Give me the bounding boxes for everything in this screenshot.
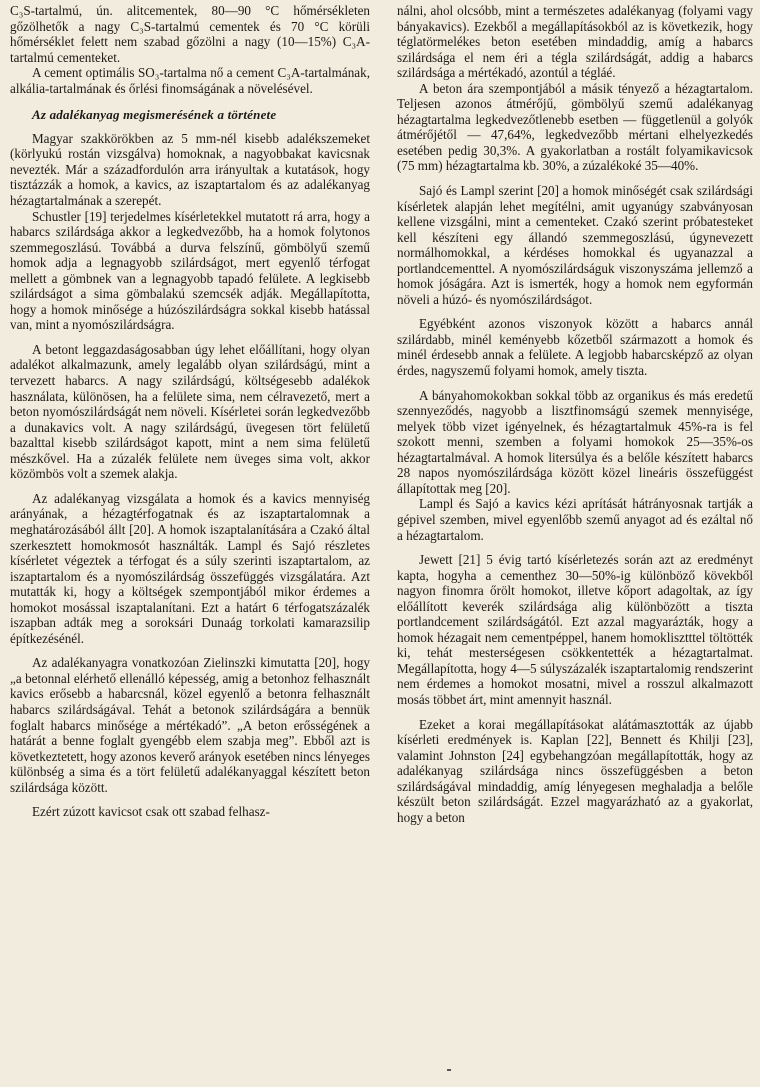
left-column xyxy=(10,3,370,820)
paragraph: Egyébként azonos viszonyok között a habarcs annál szilárdabb, minél keményebb kőzetből származott a homok és minél érdesebb annak a felülete. A legjobb habarcsképző az olyan érdes, nagyszemű folyami homok, amely tiszta. xyxy=(397,316,753,379)
paragraph: A betont leggazdaságosabban úgy lehet előállítani, hogy olyan adalékot alkalmazunk, amely legalább olyan szilárdságú, mint a tervezett habarcs. A nagy szilárdságú, költségesebb adalékok használata, különösen, ha a felülete sima, nem célravezető, mert a beton nyomószilárdságát nem növeli. Kísérletei során legkedvezőbb a dunakavics volt. A nagy szilárdságú, üvegesen tört felületű bazalttal kisebb szilárdságot kapott, mint a nem sima felületű mészkővel. Ha a zúzalék felülete nem üveges sima volt, akkor közömbös volt a szemek alakja. xyxy=(10,341,370,482)
paragraph: nálni, ahol olcsóbb, mint a természetes adalékanyag (folyami vagy bányakavics). Ezekből a megállapításokból az is következik, hogy téglatörmelékes beton esetében mindaddig, amíg a habarcs szilárdsága el nem éri a tégla szilárdságát, addig a habarcs szilárdsága a mértékadó, azontúl a tégláé. xyxy=(397,3,753,81)
paragraph: A bányahomokokban sokkal több az organikus és más eredetű szennyeződés, nagyobb a lisztfinomságú szemek mennyisége, melyek több vizet igényelnek, és hézagtartalmuk 45%-ra is fel szokott menni, szemben a folyami homokok 25—35%-os hézagtartalmával. A homok litersúlya és a belőle készített habarcs 28 napos nyomószilárdsága között közel lineáris összefüggést állapítottak meg [20]. xyxy=(397,387,753,496)
paragraph: Schustler [19] terjedelmes kísérletekkel mutatott rá arra, hogy a habarcs szilárdsága akkor a legkedvezőbb, ha a homok folytonos szemmegoszlású. Továbbá a durva felszínű, gömbölyű szemű homok adja a legnagyobb szilárdságot, mert egyenlő térfogat mellett a gömbnek van a legnagyobb tapadó felülete. A legkisebb szilárdságot a sima gömbalakú szemcsék adják. Megállapította, hogy a homok minősége a húzószilárdságra sokkal kisebb hatással van, mint a nyomószilárdságra. xyxy=(10,208,370,333)
right-column xyxy=(397,3,753,825)
paragraph: Sajó és Lampl szerint [20] a homok minőségét csak szilárdsági kísérletek alapján lehet megítélni, amit ugyanúgy szabványosan kellene vizsgálni, mint a cementeket. Czakó szerint próbatesteket kell készíteni egy állandó szemmegoszlású, úgynevezett normálhomokkal, a kérdéses homokkal és ugyanazzal a portlandcementtel. A nyomószilárdságuk viszonyszáma jellemző a homok jóságára. Azt is ismerték, hogy a homok nem egyformán növeli a húzó- és nyomószilárdságot. xyxy=(397,183,753,307)
page-mark xyxy=(447,1069,451,1071)
paragraph: Jewett [21] 5 évig tartó kísérletezés során azt az eredményt kapta, hogyha a cementhez 30—50%-ig különböző kövekből nagyon finomra őrölt homokot, illetve kőport adagoltak, az így előállított keverék szilárdsága alig különbözött a tiszta portlandcement szilárdságától. Ezt azzal magyarázták, hogy a homok hézagait nem cementpéppel, hanem homoklisztttel töltötték ki, tehát mesterségesen csökkentették a hézagtartalmat. Megállapította, hogy 4—5 súlyszázalék iszaptartalomig rendszerint nem érdemes a homokot mosatni, mivel a rosszul alkalmazott mosás többet árt, mint amennyit használ. xyxy=(397,552,753,707)
paragraph: Ezeket a korai megállapításokat alátámasztották az újabb kísérleti eredmények is. Kaplan [22], Bennett és Khilji [23], valamint Johnston [24] egybehangzóan megállapították, hogy az adalékanyag szilárdsága nincs összefüggésben a beton szilárdságával mindaddig, amíg lényegesen meghaladja a belőle készült beton szilárdságát. Ezzel magyarázható az a gyakorlat, hogy a beton xyxy=(397,716,753,825)
paragraph: A cement optimális SO₃-tartalma nő a cement C₃A-tartalmának, alkália-tartalmának és őrlési finomságának a növelésével. xyxy=(10,65,370,96)
paragraph: Magyar szakkörökben az 5 mm-nél kisebb adalékszemeket (körlyukú rostán vizsgálva) homoknak, a nagyobbakat kavicsnak nevezték. Már a századfordulón arra irányultak a kutatások, hogy tisztázzák a homok, a kavics, az iszaptartalom és az adalékanyag hézagtartalmának a szerepét. xyxy=(10,130,370,209)
section-heading: Az adalékanyag megismerésének a története xyxy=(32,107,277,123)
paragraph: Ezért zúzott kavicsot csak ott szabad felhasz- xyxy=(32,804,270,820)
paragraph: Az adalékanyagra vonatkozóan Zielinszki kimutatta [20], hogy „a betonnal elérhető ellenálló képesség, amig a betonhoz felhasznált kavics erősebb a habarcsnál, közel egyenlő a betonra felhasznált habarcs szilárdságával. Tehát a betonok szilárdságára a bennük foglalt habarcs minősége a mértékadó”. „A beton erősségének a határát a benne foglalt gyengébb elem szabja meg”. Ebből azt is következtetett, hogy azonos keverő arányok esetében nincs lényeges különbség a sima és a tört felületű adalékanyaggal készített beton szilárdsága között. xyxy=(10,655,370,795)
paragraph: C₃S-tartalmú, ún. alitcementek, 80—90 °C hőmérsékleten gőzölhetők a nagy C₃S-tartalmú cementek és 70 °C körüli hőmérséklet felett nem szabad gőzölni a nagy (10—15%) C₃A-tartalmú cementeket. xyxy=(10,3,370,65)
paragraph: Az adalékanyag vizsgálata a homok és a kavics mennyiség arányának, a hézagtérfogatnak és az iszaptartalomnak a meghatározásából állt [20]. A homok iszaptalanítására a Czakó által szerkesztett homokmosót használták. Lampl és Sajó részletes kísérletet végeztek a térfogat és a súly szerinti iszaptartalom, az iszaptartalom és a nyomószilárdság összefüggés vizsgálatára. Azt mutatták ki, hogy a költségek szempontjából mikor érdemes a homokot mosással iszaptalanítani. Ezt a határt 6 térfogatszázalék iszapban adták meg a soroksári Dunaág torkolati kamarazsilip építkezésénél. xyxy=(10,490,370,646)
paragraph: Lampl és Sajó a kavics kézi aprítását hátrányosnak tartják a gépivel szemben, mivel egyenlőbb szemű anyagot ad és ezáltal nő a hézagtartalom. xyxy=(397,496,753,543)
paragraph: A beton ára szempontjából a másik tényező a hézagtartalom. Teljesen azonos átmérőjű, gömbölyű szemű adalékanyag hézagtartalma legkedvezőtlenebb esetben — függetlenül a golyók átmérőjétől — 47,64%, legkedvezőbb mértani elhelyezkedés esetében pedig 30,3%. A gyakorlatban a rostált folyamikavicsok (75 mm) hézagtartalma kb. 30%, a zúzalékoké 35—40%. xyxy=(397,80,753,174)
